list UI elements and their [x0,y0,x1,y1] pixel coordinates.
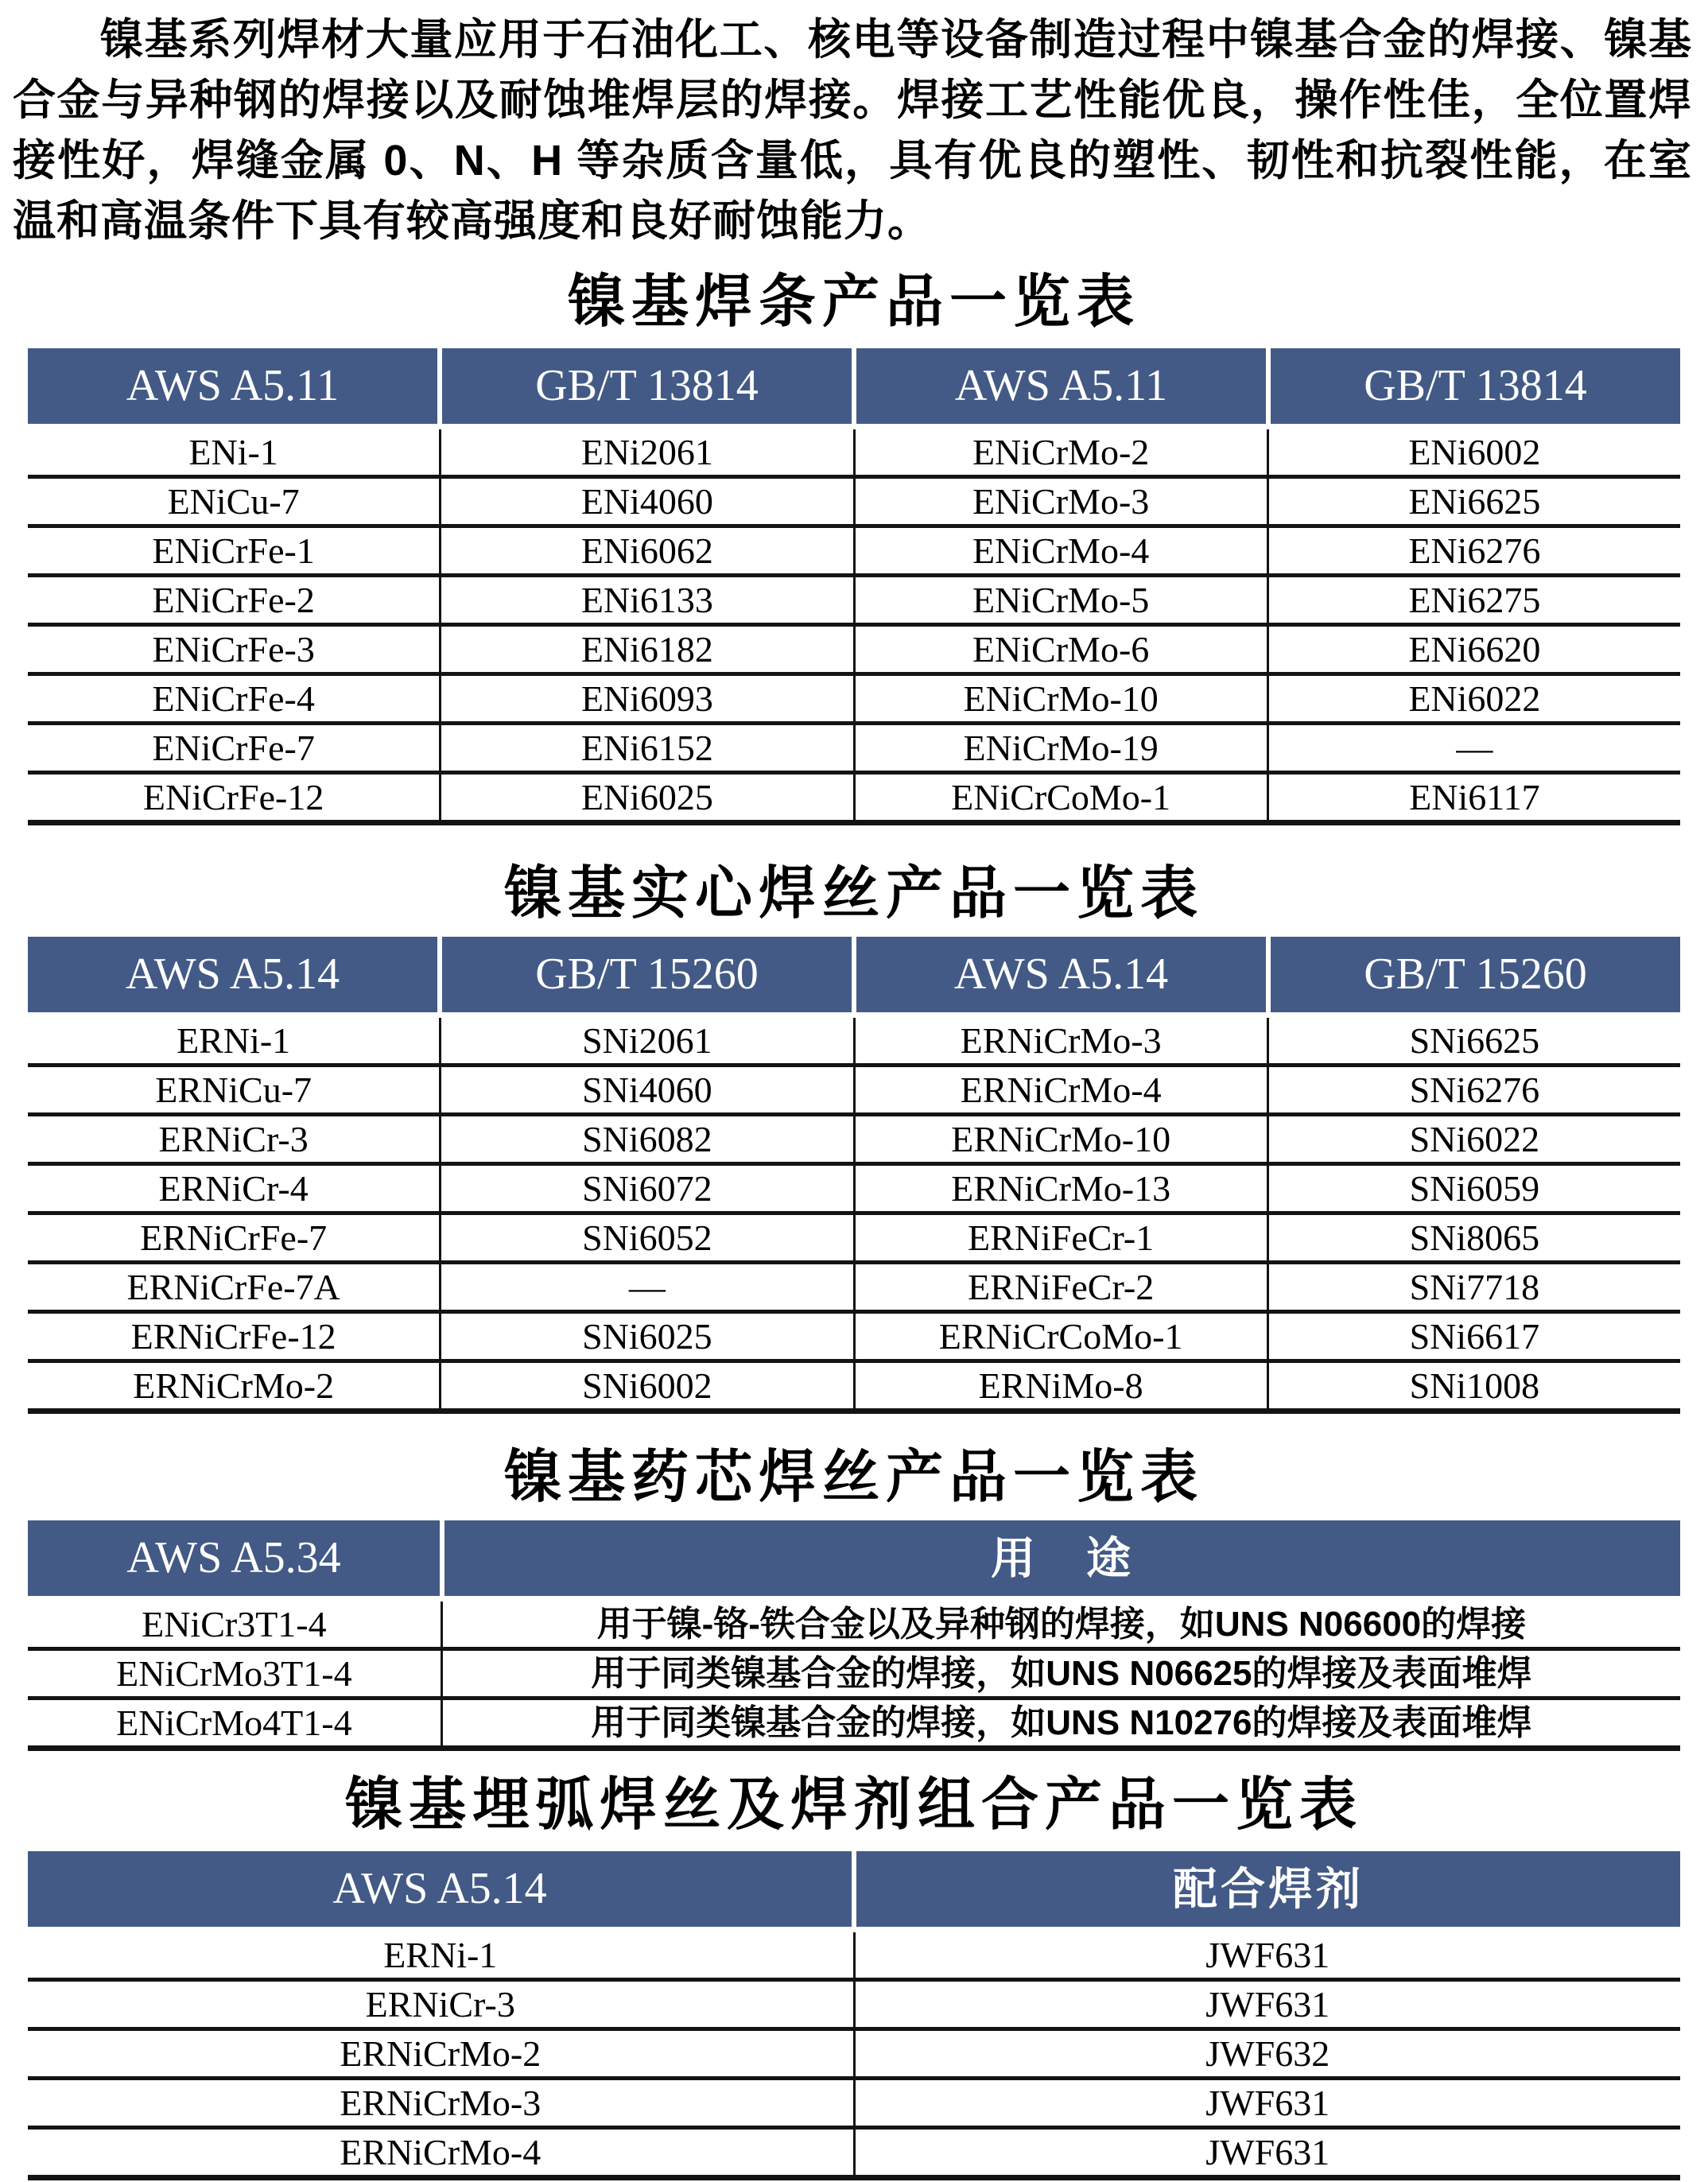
section-title: 镍基焊条产品一览表 [567,270,1140,334]
table-row [28,627,1680,676]
table-cell: SNi6059 [1409,1168,1540,1209]
table-cell: ENi6152 [441,725,855,771]
table-cell: SNi6072 [441,1166,855,1211]
flux-cored-wire-table [28,1520,1680,1751]
table-cell: SNi6002 [441,1363,855,1408]
table-body [28,1018,1680,1414]
solid-wire-table [28,937,1680,1414]
table-cell: SNi6025 [441,1314,855,1359]
column-header: AWS A5.14 [28,1851,852,1927]
table-row [28,1314,1680,1363]
table-cell: ERNiCr-3 [28,1116,441,1162]
table-cell: ERNiFeCr-1 [856,1215,1269,1260]
table-cell: ENi6275 [1408,580,1541,620]
table-cell: ENiCrMo-2 [856,429,1269,475]
table-cell: ENiCrMo-6 [856,627,1269,672]
table-cell: ENi6062 [441,528,855,573]
table-header-row [28,1520,1680,1596]
table-cell: ENiCrFe-2 [28,577,441,623]
table-cell: ERNiCrCoMo-1 [856,1314,1269,1359]
table-body [28,1602,1680,1751]
table-cell: 用于镍-铬-铁合金以及异种钢的焊接，如UNS N06600的焊接 [596,1605,1527,1644]
table-cell: — [1456,728,1493,768]
table-cell: ERNiFeCr-2 [856,1264,1269,1310]
table-cell: ENiCrMo3T1-4 [28,1651,443,1696]
table-row [28,775,1680,825]
table-cell: ERNiCrMo-3 [28,2080,856,2126]
table-cell: ERNiCrMo-2 [28,2031,856,2076]
section-electrodes [0,270,1708,825]
section-title: 镍基药芯焊丝产品一览表 [503,1446,1204,1509]
table-cell: ENiCrCoMo-1 [856,775,1269,820]
table-cell: SNi1008 [1409,1365,1540,1406]
table-row [28,1363,1680,1414]
column-header: GB/T 15260 [1271,937,1680,1012]
column-header: AWS A5.11 [28,348,437,424]
table-cell: ENi6620 [1408,629,1541,670]
table-header-row [28,1851,1680,1927]
table-cell: JWF631 [1205,2083,1330,2123]
table-cell: ENi-1 [28,429,441,475]
table-header-row [28,348,1680,424]
table-cell: SNi2061 [441,1018,855,1063]
table-row [28,528,1680,577]
table-cell: ENiCrMo-4 [856,528,1269,573]
table-row [28,1651,1680,1700]
table-cell: ENiCr3T1-4 [28,1602,443,1647]
table-cell: 用于同类镍基合金的焊接，如UNS N10276的焊接及表面堆焊 [591,1703,1532,1742]
table-body [28,1932,1680,2180]
table-cell: JWF631 [1205,1984,1330,2025]
table-cell: ERNiCrMo-2 [28,1363,441,1408]
column-header: AWS A5.34 [28,1520,440,1596]
table-row [28,2130,1680,2180]
column-header: 用 途 [444,1520,1680,1596]
table-row [28,1982,1680,2031]
table-cell: SNi4060 [441,1067,855,1112]
table-cell: ERNi-1 [28,1932,856,1978]
section-flux-cored-wire [0,1446,1708,1751]
table-row [28,1602,1680,1651]
table-cell: 用于同类镍基合金的焊接，如UNS N06625的焊接及表面堆焊 [591,1654,1532,1693]
table-cell: ERNiCrMo-4 [28,2130,856,2175]
section-saw-wire-flux [0,1773,1708,2180]
table-row [28,1116,1680,1166]
table-cell: ENiCrMo-5 [856,577,1269,623]
table-cell: ENiCrMo-10 [856,676,1269,721]
table-cell: ENiCrMo4T1-4 [28,1700,443,1745]
table-cell: SNi7718 [1409,1267,1540,1307]
table-cell: ERNiCrFe-7A [28,1264,441,1310]
table-cell: ENiCrFe-3 [28,627,441,672]
table-cell: ERNiCrMo-3 [856,1018,1269,1063]
table-row [28,429,1680,479]
table-cell: ERNiCrMo-13 [856,1166,1269,1211]
table-row [28,577,1680,627]
table-body [28,429,1680,825]
table-cell: ENiCrMo-3 [856,479,1269,524]
table-cell: ENiCrFe-12 [28,775,441,820]
column-header: AWS A5.14 [856,937,1266,1012]
column-header: AWS A5.11 [856,348,1266,424]
table-cell: ERNiCrFe-7 [28,1215,441,1260]
table-cell: ENi2061 [441,429,855,475]
section-solid-wire [0,862,1708,1414]
table-cell: ENi6625 [1408,481,1541,522]
table-cell: SNi6052 [441,1215,855,1260]
table-cell: ENiCrFe-7 [28,725,441,771]
table-row [28,1067,1680,1116]
table-cell: ERNiCu-7 [28,1067,441,1112]
table-cell: ENi6276 [1408,530,1541,571]
table-cell: ENi6025 [441,775,855,820]
electrodes-table [28,348,1680,825]
table-row [28,1018,1680,1067]
intro-paragraph: 镍基系列焊材大量应用于石油化工、核电等设备制造过程中镍基合金的焊接、镍基合金与异种钢的焊接以及耐蚀堆焊层的焊接。焊接工艺性能优良，操作性佳，全位置焊接性好，焊缝金属 0、N、H 等杂质含量低，具有优良的塑性、韧性和抗裂性能，在室温和高温条件下具有较高强度和良好耐蚀能力。 [13,16,1692,245]
table-cell: ERNiCrMo-4 [856,1067,1269,1112]
table-row [28,2031,1680,2080]
column-header: AWS A5.14 [28,937,437,1012]
table-cell: ENi6117 [1409,777,1540,817]
table-row [28,676,1680,725]
table-cell: ENi6022 [1408,678,1541,719]
table-cell: ENi6133 [441,577,855,623]
table-cell: ERNiMo-8 [856,1363,1269,1408]
table-cell: JWF632 [1205,2033,1330,2074]
table-cell: SNi6617 [1409,1316,1540,1357]
table-cell: ENi4060 [441,479,855,524]
table-cell: ENiCrFe-1 [28,528,441,573]
table-cell: SNi6022 [1409,1119,1540,1159]
table-cell: SNi8065 [1409,1217,1540,1258]
table-cell: ERNiCr-3 [28,1982,856,2027]
table-cell: ERNi-1 [28,1018,441,1063]
column-header: GB/T 13814 [1271,348,1680,424]
table-cell: JWF631 [1205,1935,1330,1975]
table-header-row [28,937,1680,1012]
table-cell: ERNiCrFe-12 [28,1314,441,1359]
section-title: 镍基实心焊丝产品一览表 [503,862,1204,926]
table-row [28,1264,1680,1314]
table-row [28,1932,1680,1982]
column-header: 配合焊剂 [856,1851,1680,1927]
table-row [28,479,1680,528]
table-cell: JWF631 [1205,2132,1330,2172]
table-cell: ENiCrFe-4 [28,676,441,721]
column-header: GB/T 13814 [442,348,852,424]
table-cell: SNi6625 [1409,1020,1540,1061]
section-title: 镍基埋弧焊丝及焊剂组合产品一览表 [344,1773,1363,1837]
table-cell: ERNiCrMo-10 [856,1116,1269,1162]
table-cell: ENi6182 [441,627,855,672]
table-cell: SNi6082 [441,1116,855,1162]
table-row [28,1700,1680,1751]
table-cell: ENiCrMo-19 [856,725,1269,771]
saw-wire-flux-table [28,1851,1680,2180]
table-cell: — [441,1264,855,1310]
column-header: GB/T 15260 [442,937,852,1012]
table-row [28,2080,1680,2130]
table-cell: SNi6276 [1409,1070,1540,1110]
table-row [28,1215,1680,1264]
table-cell: ENi6093 [441,676,855,721]
table-cell: ENi6002 [1408,432,1541,472]
table-cell: ENiCu-7 [28,479,441,524]
table-cell: ERNiCr-4 [28,1166,441,1211]
table-row [28,725,1680,775]
table-row [28,1166,1680,1215]
